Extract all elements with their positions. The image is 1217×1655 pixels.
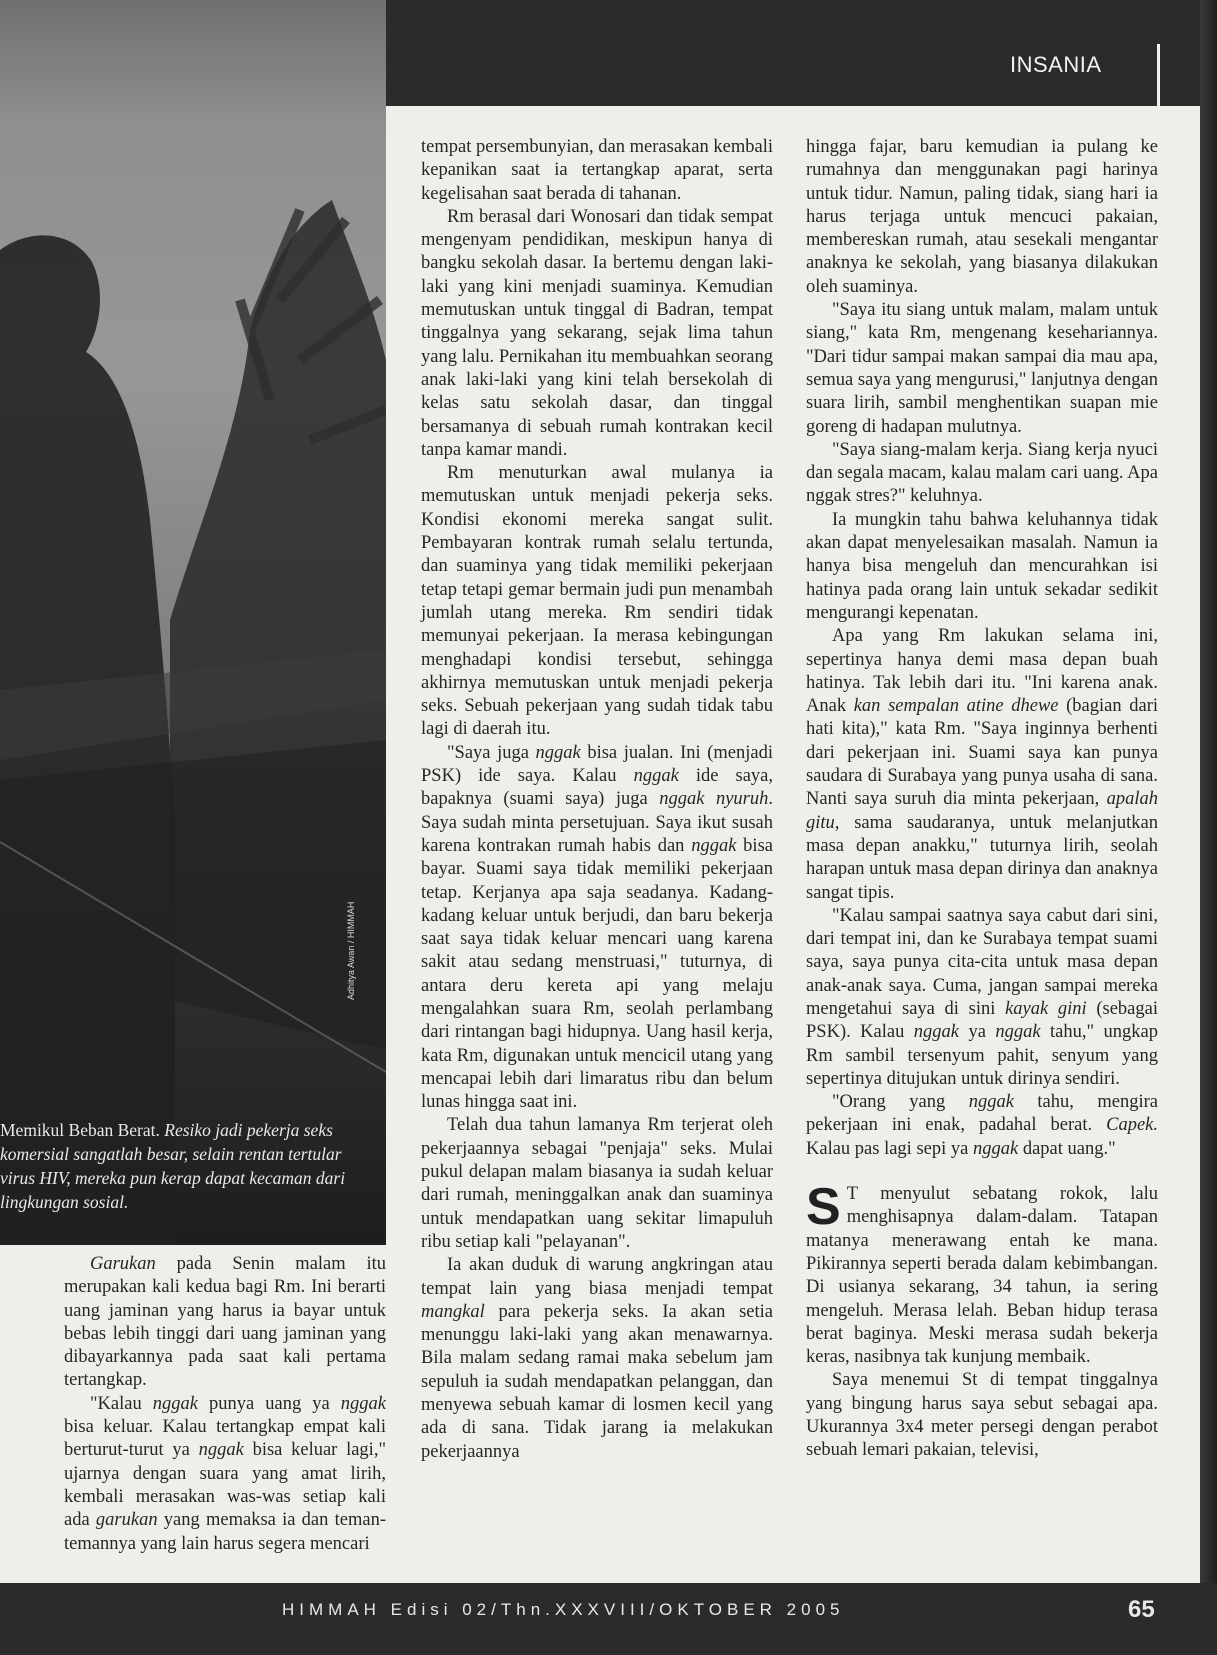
caption-lead: Memikul Beban Berat.: [0, 1120, 160, 1140]
paragraph: Garukan pada Senin malam itu merupakan kali kedua bagi Rm. Ini berarti uang jaminan yang harus ia bayar untuk bebas lebih tinggi dari uang jaminan yang dibayarkannya pada saat kali pertama tertangkap.: [64, 1254, 386, 1391]
photo-credit: Adhitya Awan / HIMMAH: [346, 901, 356, 1000]
paragraph: "Kalau nggak punya uang ya nggak bisa keluar. Kalau tertangkap empat kali berturut-turut ya nggak bisa keluar lagi," ujarnya dengan suara yang amat lirih, kembali merasakan was-was setiap kali ada garukan yang memaksa ia dan teman-temannya yang lain harus segera mencari: [64, 1393, 386, 1554]
photo-silhouette: [0, 0, 386, 1245]
paragraph: "Saya juga nggak bisa jualan. Ini (menjadi PSK) ide saya. Kalau nggak ide saya, bapaknya (suami saya) juga nggak nyuruh. Saya sudah minta persetujuan. Saya ikut susah karena kontrakan rumah habis dan nggak bisa bayar. Suami saya tidak memiliki pekerjaan tetap. Kerjanya apa saja seadanya. Kadang-kadang keluar untuk berjudi, dan baru bekerja saat saya tidak keluar mencari uang karena sakit atau sedang menstruasi," tuturnya, di antara deru kereta api yang melaju mengalahkan suara Rm, seolah perlambang dari rintangan bagi hidupnya. Uang hasil kerja, kata Rm, digunakan untuk mencicil utang yang mencapai lebih dari limaratus ribu dan belum lunas hingga saat ini.: [421, 742, 773, 1113]
article-photo: [0, 0, 386, 1245]
paragraph: Telah dua tahun lamanya Rm terjerat oleh pekerjaannya sebagai "penjaja" seks. Mulai pukul delapan malam biasanya ia sudah keluar dari rumah, meninggalkan anak dan suaminya untuk mendapatkan uang sekitar limapuluh ribu setiap kali "pelayanan".: [421, 1115, 773, 1252]
page-number: 65: [1128, 1596, 1155, 1623]
photo-caption: [0, 1118, 370, 1214]
paragraph: "Orang yang nggak tahu, mengira pekerjaan ini enak, padahal berat. Capek. Kalau pas lagi sepi ya nggak dapat uang.": [806, 1092, 1158, 1159]
publication-info: HIMMAH Edisi 02/Thn.XXXVIII/OKTOBER 2005: [282, 1600, 845, 1619]
paragraph: Ia akan duduk di warung angkringan atau tempat lain yang biasa menjadi tempat mangkal para pekerja seks. Ia akan setia menunggu laki-laki yang akan menawarnya. Bila malam sedang ramai maka sebelum jam sepuluh ia sudah mendapatkan pelanggan, dan menyewa sebuah kamar di losmen kecil yang ada di sana. Tidak jarang ia melakukan pekerjaannya: [421, 1255, 773, 1462]
paragraph: Apa yang Rm lakukan selama ini, sepertinya hanya demi masa depan buah hatinya. Tak lebih dari itu. "Ini karena anak. Anak kan sempalan atine dhewe (bagian dari hati kita)," kata Rm. "Saya inginnya berhenti dari pekerjaan ini. Suami saya kan punya saudara di Surabaya yang punya usaha di sana. Nanti saya suruh dia minta pekerjaan, apalah gitu, sama saudaranya, untuk melanjutkan masa depan anakku," tuturnya lirih, seolah harapan untuk masa depan dirinya dan anaknya sangat tipis.: [806, 626, 1159, 903]
article-column-2: [421, 136, 773, 1464]
section-divider: [1157, 44, 1160, 106]
article-column-3: [806, 136, 1158, 1463]
paragraph: Rm menuturkan awal mulanya ia memutuskan untuk menjadi pekerja seks. Kondisi ekonomi mereka sangat sulit. Pembayaran kontrak rumah selalu tertunda, dan suaminya yang tidak memiliki pekerjaan tetap tetapi gemar bermain judi pun menambah jumlah utang mereka. Rm sendiri tidak memunyai pekerjaan. Ia merasa kebingungan menghadapi kondisi tersebut, sehingga akhirnya memutuskan untuk menjadi pekerja seks. Sebuah pekerjaan yang sudah tidak tabu lagi di daerah itu.: [421, 463, 773, 740]
paragraph: Ia mungkin tahu bahwa keluhannya tidak akan dapat menyelesaikan masalah. Namun ia hanya bisa mengeluh dan mencurahkan isi hatinya pada orang lain untuk sekadar sedikit mengurangi kepenatan.: [806, 509, 1158, 623]
caption-text: Resiko jadi pekerja seks komersial sangatlah besar, selain rentan tertular virus HIV, mereka pun kerap dapat kecaman dari lingkungan sosial.: [0, 1120, 346, 1212]
paragraph: "Kalau sampai saatnya saya cabut dari sini, dari tempat ini, dan ke Surabaya tempat suami saya, saya punya cita-cita untuk masa depan anak-anak saya. Cuma, jangan sampai mereka mengetahui saya di sini kayak gini (sebagai PSK). Kalau nggak ya nggak tahu," ungkap Rm sambil tersenyum pahit, senyum yang sepertinya ditujukan untuk dirinya sendiri.: [806, 905, 1158, 1089]
paragraph: tempat persembunyian, dan merasakan kembali kepanikan saat ia tertangkap aparat, serta kegelisahan saat berada di tahanan.: [421, 137, 773, 204]
paragraph: "Saya siang-malam kerja. Siang kerja nyuci dan segala macam, kalau malam cari uang. Apa nggak stres?" keluhnya.: [806, 439, 1158, 507]
paragraph: Rm berasal dari Wonosari dan tidak sempat mengenyam pendidikan, meskipun hanya di bangku sekolah dasar. Ia bertemu dengan laki-laki yang kini menjadi suaminya. Kemudian memutuskan untuk tinggal di Badran, tempat tinggalnya yang sekarang, sejak lima tahun yang lalu. Pernikahan itu membuahkan seorang anak laki-laki yang kini telah bersekolah di kelas satu sekolah dasar, dan tinggal bersamanya di sebuah rumah kontrakan kecil tanpa kamar mandi.: [421, 206, 773, 460]
section-label: INSANIA: [1010, 52, 1102, 77]
page-spine: [1200, 0, 1217, 1655]
paragraph: hingga fajar, baru kemudian ia pulang ke rumahnya dan menggunakan pagi harinya untuk tidur. Namun, paling tidak, siang hari ia harus terjaga untuk mencuci pakaian, membereskan rumah, atau sesekali mengantar anaknya ke sekolah, yang biasanya dilakukan oleh suaminya.: [806, 137, 1158, 297]
paragraph: "Saya itu siang untuk malam, malam untuk siang," kata Rm, mengenang kesehariannya. "Dari tidur sampai makan sampai dia mau apa, semua saya yang mengurusi," lanjutnya dengan suara lirih, sambil menghentikan suapan mie goreng di hadapan mulutnya.: [806, 300, 1158, 437]
paragraph: S T menyulut sebatang rokok, lalu menghisapnya dalam-dalam. Tatapan matanya menerawang entah ke mana. Pikirannya seperti berada dalam kebimbangan. Di usianya sekarang, 34 tahun, ia sering mengeluh. Merasa lelah. Beban hidup terasa berat baginya. Meski merasa sudah bekerja keras, nasibnya tak kunjung membaik.: [806, 1178, 1158, 1368]
drop-cap: S: [806, 1178, 841, 1237]
article-column-1: [64, 1253, 386, 1556]
paragraph: Saya menemui St di tempat tinggalnya yang bingung harus saya sebut sebagai apa. Ukurannya 3x4 meter persegi dengan perabot sebuah lemari pakaian, televisi,: [806, 1370, 1158, 1461]
